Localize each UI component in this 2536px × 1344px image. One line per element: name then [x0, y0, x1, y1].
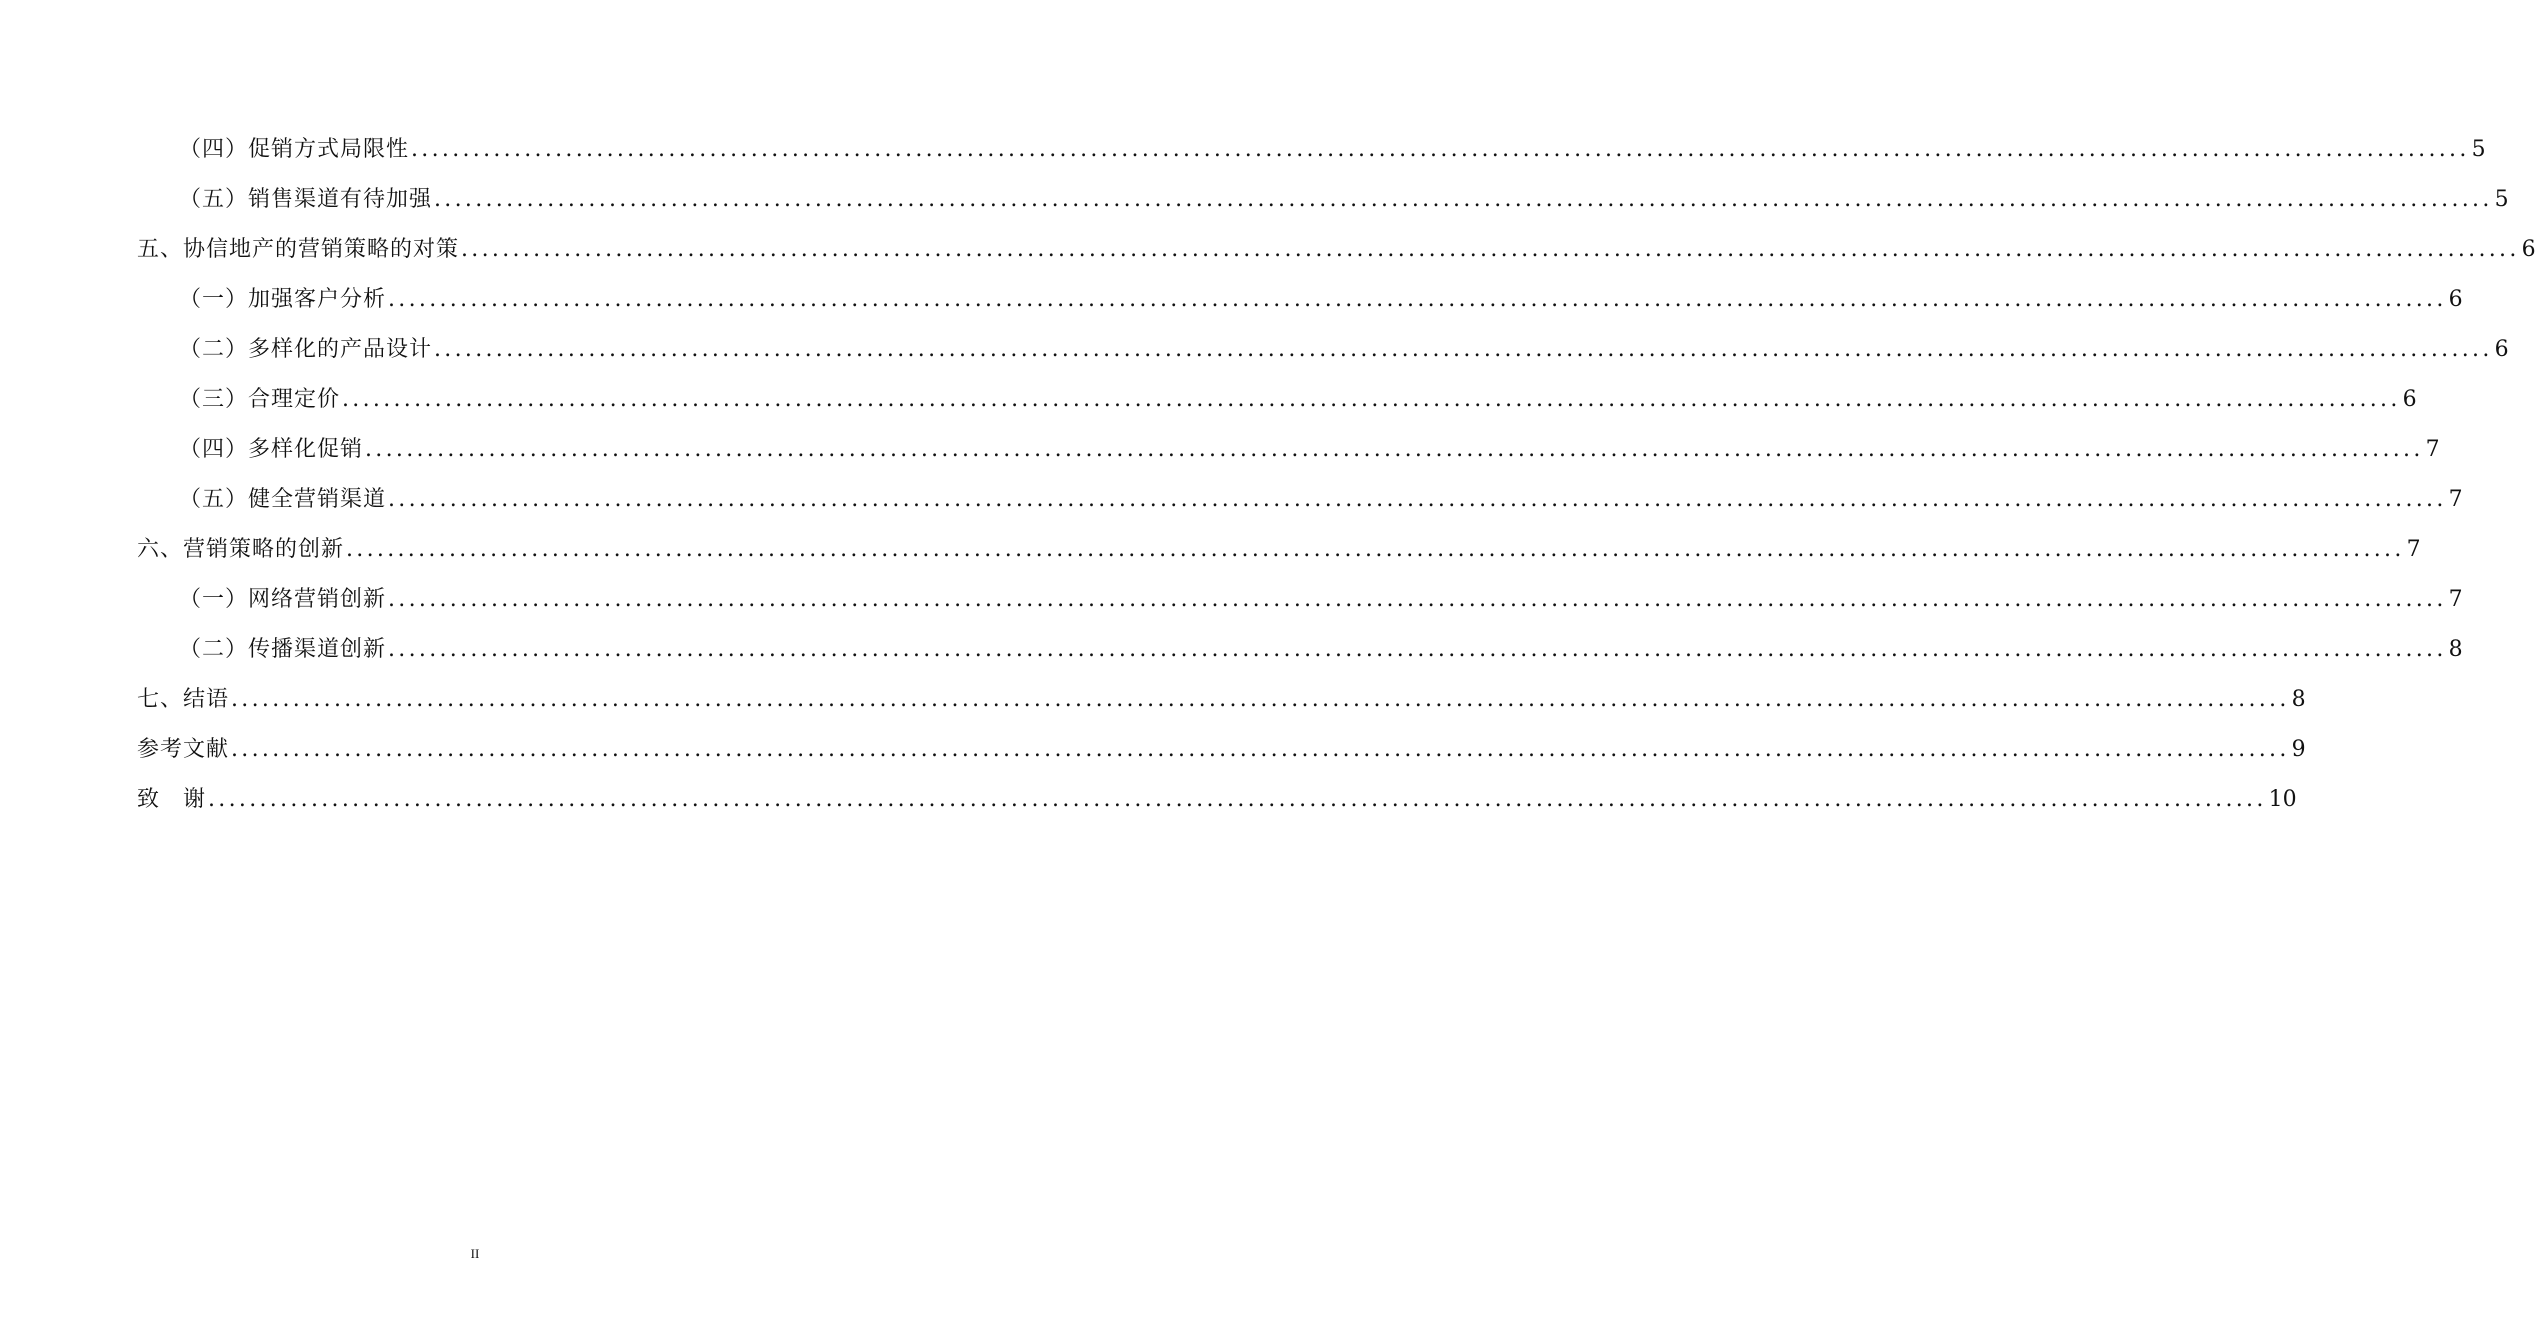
toc-dot-leader: ........................................................................................................................................................................................................ [388, 587, 2447, 612]
toc-dot-leader: ........................................................................................................................................................................................................ [231, 737, 2290, 762]
toc-dot-leader: ........................................................................................................................................................................................................ [346, 537, 2405, 562]
toc-entry-title: （五）销售渠道有待加强 [179, 187, 433, 212]
toc-entry-title: （五）健全营销渠道 [179, 487, 387, 512]
toc-entry-title: （二）多样化的产品设计 [179, 337, 433, 362]
toc-entry [137, 725, 2306, 775]
toc-entry-title: （四）多样化促销 [179, 437, 364, 462]
toc-entry-title: 致 谢 [137, 787, 207, 812]
toc-entry [137, 775, 2297, 825]
toc-entry [137, 575, 2463, 625]
toc-entry-title: （一）网络营销创新 [179, 587, 387, 612]
toc-entry-page: 5 [2494, 187, 2509, 212]
toc-dot-leader: ........................................................................................................................................................................................................ [365, 437, 2424, 462]
toc-dot-leader: ........................................................................................................................................................................................................ [208, 787, 2267, 812]
toc-entry-title: （一）加强客户分析 [179, 287, 387, 312]
toc-entry-title: 五、协信地产的营销策略的对策 [137, 237, 460, 262]
toc-entry-title: （二）传播渠道创新 [179, 637, 387, 662]
toc-entry-title: （三）合理定价 [179, 387, 341, 412]
toc-entry-title: 六、营销策略的创新 [137, 537, 345, 562]
toc-dot-leader: ........................................................................................................................................................................................................ [388, 487, 2447, 512]
toc-entry [137, 125, 2486, 175]
toc-entry [137, 175, 2509, 225]
toc-entry [137, 625, 2463, 675]
toc-entry-page: 7 [2448, 487, 2463, 512]
toc-dot-leader: ........................................................................................................................................................................................................ [411, 137, 2470, 162]
toc-entry-page: 8 [2448, 637, 2463, 662]
toc-entry-page: 8 [2291, 687, 2306, 712]
toc-entry-page: 6 [2521, 237, 2536, 262]
toc-entry [137, 375, 2417, 425]
toc-entry-page: 7 [2425, 437, 2440, 462]
toc-entry [137, 675, 2306, 725]
toc-dot-leader: ........................................................................................................................................................................................................ [434, 337, 2493, 362]
toc-entry [137, 425, 2440, 475]
toc-entry-title: 七、结语 [137, 687, 230, 712]
toc-dot-leader: ........................................................................................................................................................................................................ [231, 687, 2290, 712]
toc-entry-page: 7 [2406, 537, 2421, 562]
page-number: II [470, 1246, 480, 1261]
toc-entry [137, 475, 2463, 525]
toc-dot-leader: ........................................................................................................................................................................................................ [434, 187, 2493, 212]
toc-entry [137, 325, 2509, 375]
toc-entry-page: 6 [2494, 337, 2509, 362]
toc-entry-title: （四）促销方式局限性 [179, 137, 410, 162]
toc-dot-leader: ........................................................................................................................................................................................................ [388, 637, 2447, 662]
toc-dot-leader: ........................................................................................................................................................................................................ [342, 387, 2401, 412]
toc-entry-page: 10 [2268, 787, 2297, 812]
toc-entry-page: 5 [2471, 137, 2486, 162]
toc-entry-title: 参考文献 [137, 737, 230, 762]
toc-entry [137, 275, 2463, 325]
toc-entry-page: 6 [2402, 387, 2417, 412]
toc-entry-page: 9 [2291, 737, 2306, 762]
toc-dot-leader: ........................................................................................................................................................................................................ [461, 237, 2520, 262]
toc-entry [137, 225, 2536, 275]
toc-entry-page: 7 [2448, 587, 2463, 612]
table-of-contents [137, 125, 2536, 825]
toc-dot-leader: ........................................................................................................................................................................................................ [388, 287, 2447, 312]
toc-entry-page: 6 [2448, 287, 2463, 312]
toc-entry [137, 525, 2421, 575]
